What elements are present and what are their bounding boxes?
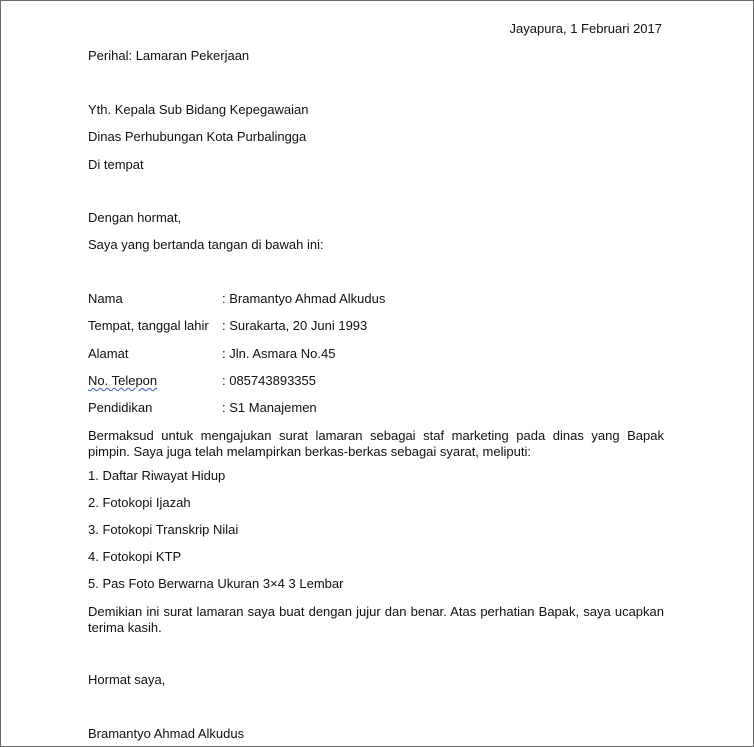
detail-value-education: : S1 Manajemen [222, 400, 317, 415]
attachment-item: 5. Pas Foto Berwarna Ukuran 3×4 3 Lembar [88, 576, 344, 591]
detail-value-name: : Bramantyo Ahmad Alkudus [222, 291, 386, 306]
recipient-office: Dinas Perhubungan Kota Purbalingga [88, 129, 307, 144]
detail-label-birth: Tempat, tanggal lahir [88, 318, 209, 333]
subject-line: Perihal: Lamaran Pekerjaan [88, 48, 250, 63]
detail-label-address: Alamat [88, 346, 129, 361]
intro-text: Saya yang bertanda tangan di bawah ini: [88, 237, 324, 252]
detail-label-phone: No. Telepon [88, 373, 158, 388]
date-line: Jayapura, 1 Februari 2017 [509, 21, 662, 36]
detail-value-address: : Jln. Asmara No.45 [222, 346, 336, 361]
recipient-place: Di tempat [88, 157, 144, 172]
attachment-item: 4. Fotokopi KTP [88, 549, 182, 564]
greeting: Dengan hormat, [88, 210, 182, 225]
detail-label-name: Nama [88, 291, 123, 306]
detail-value-birth: : Surakarta, 20 Juni 1993 [222, 318, 368, 333]
closing-paragraph: Demikian ini surat lamaran saya buat dengan jujur dan benar. Atas perhatian Bapak, saya ucapkan terima kasih. [88, 604, 664, 635]
attachment-item: 2. Fotokopi Ijazah [88, 495, 191, 510]
attachment-item: 3. Fotokopi Transkrip Nilai [88, 522, 239, 537]
purpose-paragraph: Bermaksud untuk mengajukan surat lamaran sebagai staf marketing pada dinas yang Bapak pimpin. Saya juga telah melampirkan berkas-berkas sebagai syarat, meliputi: [88, 428, 664, 459]
detail-label-education: Pendidikan [88, 400, 153, 415]
recipient-title: Yth. Kepala Sub Bidang Kepegawaian [88, 102, 309, 117]
signoff: Hormat saya, [88, 672, 166, 687]
signature-name: Bramantyo Ahmad Alkudus [88, 726, 245, 741]
detail-value-phone: : 085743893355 [222, 373, 316, 388]
attachment-item: 1. Daftar Riwayat Hidup [88, 468, 226, 483]
